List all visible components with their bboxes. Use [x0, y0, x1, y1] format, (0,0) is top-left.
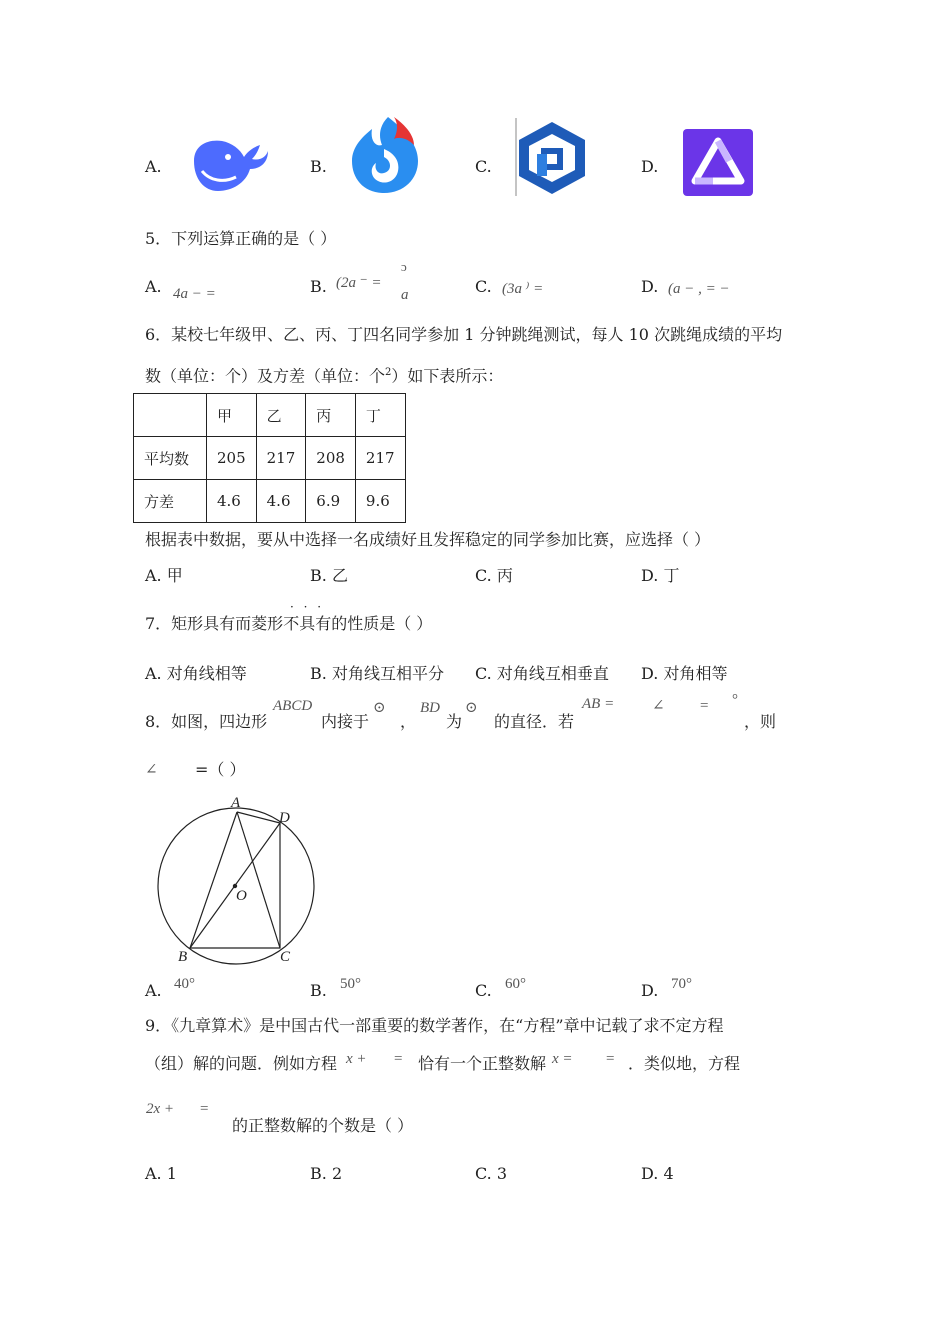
table-cell: 丙 — [306, 394, 356, 437]
q7-emphasis-dots: · · · — [290, 600, 325, 614]
q8-text-4: 为 — [446, 712, 463, 731]
q5-option-d-expr: (a − , = − — [668, 281, 730, 297]
q8-math-bd: BD — [420, 700, 440, 716]
q8-line2-angle: ∠ — [145, 762, 158, 778]
q8-text-1: 8．如图，四边形 — [145, 712, 268, 731]
q8-math-angle: ∠ — [652, 698, 665, 714]
q8-math-ab: AB = — [582, 696, 615, 712]
q8-option-c-text: 60° — [505, 976, 526, 992]
table-cell — [134, 394, 207, 437]
q9-line2-math-4: = — [606, 1051, 615, 1067]
q8-option-b-text: 50° — [340, 976, 361, 992]
q8-circle-figure — [150, 790, 325, 965]
q6-option-d[interactable]: D. 丁 — [641, 566, 680, 585]
table-cell: 217 — [256, 437, 306, 480]
q8-math-eq: = — [700, 698, 709, 714]
q6-option-a[interactable]: A. 甲 — [145, 566, 183, 585]
q6-question: 根据表中数据，要从中选择一名成绩好且发挥稳定的同学参加比赛，应选择（ ） — [145, 530, 711, 549]
q5-option-b-expr2: a — [401, 287, 409, 303]
q4-option-b-label: B. — [310, 157, 327, 176]
q6-option-c[interactable]: C. 丙 — [475, 566, 513, 585]
q8-text-6: ，则 — [744, 712, 777, 731]
q6-stem-line1: 6．某校七年级甲、乙、丙、丁四名同学参加 1 分钟跳绳测试，每人 10 次跳绳成绩的平均 — [145, 325, 783, 344]
q8-text-5: 的直径．若 — [494, 712, 575, 731]
table-cell: 208 — [306, 437, 356, 480]
q6-data-table — [133, 393, 406, 523]
q8-text-2: 内接于 — [321, 712, 370, 731]
q4-option-a-label: A. — [145, 157, 162, 176]
q5-option-d-label: D. — [641, 277, 659, 296]
q5-stem: 5．下列运算正确的是（ ） — [145, 229, 337, 248]
q5-option-a-expr: 4a − = — [173, 286, 216, 302]
table-cell: 方差 — [134, 480, 207, 523]
q8-option-a-text: 40° — [174, 976, 195, 992]
q9-option-a[interactable]: A. 1 — [145, 1164, 177, 1183]
quadrilateral-abcd — [190, 812, 280, 948]
q9-stem-line4: 的正整数解的个数是（ ） — [232, 1116, 414, 1135]
q9-line2-text-a: （组）解的问题．例如方程 — [145, 1054, 338, 1073]
deepseek-whale-logo-icon[interactable] — [188, 133, 270, 195]
q9-line3-math-2: = — [200, 1101, 209, 1117]
q9-line2-text-b: 恰有一个正整数解 — [418, 1054, 547, 1073]
table-header-row — [134, 394, 406, 437]
q9-line2-math-2: = — [394, 1051, 403, 1067]
label-a: A — [231, 795, 241, 811]
q5-option-c-expr: (3a ⁾ = — [502, 281, 544, 297]
q8-option-d-text: 70° — [671, 976, 692, 992]
q9-line3-math-1: 2x + — [146, 1101, 175, 1117]
q9-line2-text-c: ．类似地，方程 — [628, 1054, 741, 1073]
q8-option-a-label[interactable]: A. — [145, 981, 162, 1000]
q9-option-b[interactable]: B. 2 — [310, 1164, 343, 1183]
table-cell: 4.6 — [256, 480, 306, 523]
q5-option-c-label: C. — [475, 277, 492, 296]
label-b: B — [178, 949, 188, 965]
q8-math-circle-1: ⊙ — [373, 700, 386, 716]
q9-option-d[interactable]: D. 4 — [641, 1164, 674, 1183]
table-cell: 4.6 — [207, 480, 257, 523]
q4-option-c-label: C. — [475, 157, 492, 176]
flame-drop-logo-icon[interactable] — [348, 115, 420, 195]
table-cell: 乙 — [256, 394, 306, 437]
q7-option-c[interactable]: C. 对角线互相垂直 — [475, 664, 609, 683]
q9-stem-line1: 9．《九章算术》是中国古代一部重要的数学著作，在“方程”章中记载了求不定方程 — [145, 1016, 724, 1035]
q8-option-d-label[interactable]: D. — [641, 981, 659, 1000]
q5-option-a-label: A. — [145, 277, 162, 296]
q5-option-b-label: B. — [310, 277, 327, 296]
q8-math-circle-2: ⊙ — [465, 700, 478, 716]
table-cell: 甲 — [207, 394, 257, 437]
q4-option-d-label: D. — [641, 157, 659, 176]
q5-option-b-expr: (2a ⁻ = — [336, 275, 382, 291]
table-row — [134, 480, 406, 523]
q7-stem: 7．矩形具有而菱形不具有的性质是（ ） — [145, 614, 433, 633]
q7-option-b[interactable]: B. 对角线互相平分 — [310, 664, 444, 683]
cube-hexagon-logo-icon[interactable] — [515, 118, 589, 196]
table-row — [134, 437, 406, 480]
q7-option-a[interactable]: A. 对角线相等 — [145, 664, 247, 683]
table-cell: 丁 — [355, 394, 405, 437]
q7-option-d[interactable]: D. 对角相等 — [641, 664, 728, 683]
q6-option-b[interactable]: B. 乙 — [310, 566, 348, 585]
q8-option-c-label[interactable]: C. — [475, 981, 492, 1000]
q8-text-3: ， — [400, 712, 417, 731]
q9-line2-math-1: x + — [346, 1051, 367, 1067]
purple-triangle-knot-logo-icon[interactable] — [683, 129, 753, 196]
label-d: D — [279, 810, 290, 826]
table-cell: 9.6 — [355, 480, 405, 523]
table-cell: 205 — [207, 437, 257, 480]
q9-line2-math-3: x = — [552, 1051, 573, 1067]
table-cell: 6.9 — [306, 480, 356, 523]
q8-math-abcd: ABCD — [273, 698, 313, 714]
table-cell: 平均数 — [134, 437, 207, 480]
q6-stem-line2: 数（单位：个）及方差（单位：个$^2$）如下表所示： — [145, 366, 504, 386]
q8-line2-rest: =（ ） — [195, 760, 246, 779]
q9-option-c[interactable]: C. 3 — [475, 1164, 508, 1183]
q5-option-b-sup: ɔ — [401, 259, 407, 274]
label-c: C — [280, 949, 291, 965]
q8-option-b-label[interactable]: B. — [310, 981, 327, 1000]
table-cell: 217 — [355, 437, 405, 480]
label-o: O — [236, 888, 247, 904]
q8-math-degree: ° — [732, 692, 738, 708]
